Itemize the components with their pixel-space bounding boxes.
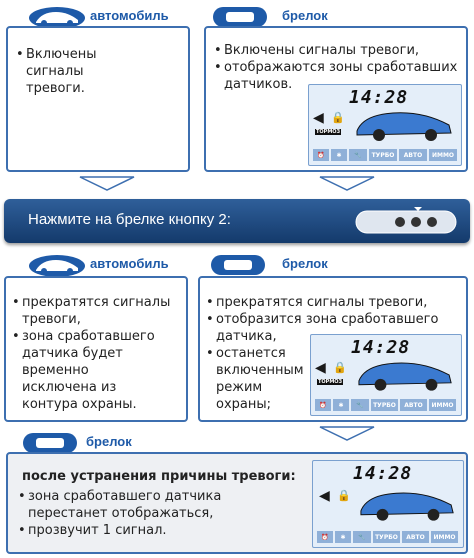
- car-step2-line: временно: [22, 363, 89, 378]
- fob-step2-line: прекратятся сигналы тревоги,: [216, 295, 428, 310]
- fob-label: брелок: [282, 7, 328, 23]
- fan-icon: ✱: [335, 531, 351, 543]
- down-arrow: [318, 426, 376, 447]
- car-display-icon: [357, 485, 459, 528]
- turbo-indicator: ТУРБО: [369, 149, 397, 161]
- down-arrow: [318, 176, 376, 197]
- car-step2-line: прекратятся сигналы: [22, 295, 171, 310]
- alarm-clock-icon: ⏰: [317, 531, 333, 543]
- step3-heading: после устранения причины тревоги:: [22, 469, 296, 484]
- car-label: автомобиль: [90, 7, 169, 23]
- car-label: автомобиль: [90, 255, 169, 271]
- fob-display: [308, 84, 462, 166]
- car-step2-line: зона сработавшего: [22, 329, 155, 344]
- immo-indicator: ИММО: [429, 399, 456, 411]
- alarm-clock-icon: ⏰: [313, 149, 329, 161]
- fob-step2-line: включенным: [216, 363, 304, 378]
- fob-label: брелок: [282, 255, 328, 271]
- fob-step2-line: датчика,: [216, 329, 277, 344]
- immo-indicator: ИММО: [429, 149, 457, 161]
- auto-indicator: АВТО: [399, 149, 427, 161]
- car-step1-line: тревоги.: [26, 81, 85, 96]
- fob-step1-line: датчиков.: [224, 77, 293, 92]
- lcd-icon-row: [317, 531, 458, 543]
- car-panel-step1: • Включены сигналы тревоги.: [6, 26, 190, 172]
- siren-icon: ◀: [315, 359, 326, 375]
- car-display-icon: [353, 105, 457, 148]
- lock-icon: 🔒: [331, 112, 345, 124]
- fob-step1-line: отображаются зоны сработавших: [224, 60, 458, 75]
- siren-icon: ◀: [313, 109, 324, 125]
- alarm-clock-icon: ⏰: [315, 399, 331, 411]
- fob-step3-line: зона сработавшего датчика: [28, 489, 222, 504]
- brake-indicator: ТОРМОЗ: [318, 379, 343, 385]
- fan-icon: ✱: [333, 399, 349, 411]
- car-step1-line: сигналы: [26, 64, 84, 79]
- key-fob-icon: [22, 432, 78, 454]
- fob-panel-step2: • прекратятся сигналы тревоги, • отобразится зона сработавшего датчика, • останется включенным режим охраны; 14:28 ◀ 🔒 ТОРМОЗ ⏰ ✱ 🔧 ТУРБО АВТО ИММО: [198, 276, 468, 422]
- car-icon: [28, 254, 86, 278]
- auto-indicator: АВТО: [400, 399, 427, 411]
- key-fob-icon: [210, 254, 266, 276]
- lcd-time: 14:28: [353, 463, 413, 484]
- banner-text: Нажмите на брелке кнопку 2:: [28, 211, 231, 228]
- car-step2-line: тревоги,: [22, 312, 81, 327]
- auto-indicator: АВТО: [402, 531, 429, 543]
- fob-step3-line: прозвучит 1 сигнал.: [28, 523, 167, 538]
- lcd-icon-row: [313, 149, 457, 161]
- car-step2-line: датчика будет: [22, 346, 123, 361]
- fob-step2-line: отобразится зона сработавшего: [216, 312, 439, 327]
- immo-indicator: ИММО: [431, 531, 458, 543]
- turbo-indicator: ТУРБО: [373, 531, 400, 543]
- lcd-time: 14:28: [349, 87, 409, 108]
- car-display-icon: [355, 355, 457, 398]
- wrench-icon: 🔧: [349, 149, 367, 161]
- siren-icon: ◀: [319, 487, 330, 503]
- fob-step3-line: перестанет отображаться,: [28, 506, 214, 521]
- fob-display: [310, 334, 462, 416]
- fob-step2-line: охраны;: [216, 397, 272, 412]
- fob-panel-step1: • Включены сигналы тревоги, • отображаются зоны сработавших датчиков. 14:28 ◀ 🔒 ТОРМОЗ ⏰ ✱ 🔧 ТУРБО АВТО ИММО: [204, 26, 468, 172]
- lock-icon: 🔒: [337, 490, 351, 502]
- lcd-icon-row: [315, 399, 456, 411]
- fan-icon: ✱: [331, 149, 347, 161]
- turbo-indicator: ТУРБО: [371, 399, 398, 411]
- key-fob-icon: [212, 6, 268, 28]
- fob-step2-line: режим: [216, 380, 263, 395]
- lcd-time: 14:28: [351, 337, 411, 358]
- wrench-icon: 🔧: [351, 399, 369, 411]
- car-step2-line: исключена из: [22, 380, 117, 395]
- brake-indicator: ТОРМОЗ: [316, 129, 341, 135]
- wrench-icon: 🔧: [353, 531, 371, 543]
- lock-icon: 🔒: [333, 362, 347, 374]
- car-step1-line: Включены: [26, 47, 97, 62]
- fob-panel-step3: после устранения причины тревоги: • зона сработавшего датчика перестанет отображаться, • прозвучит 1 сигнал. 14:28 ◀ 🔒 ⏰ ✱ 🔧 ТУРБО АВТО ИММО: [6, 452, 468, 554]
- fob-step1-line: Включены сигналы тревоги,: [224, 43, 420, 58]
- down-arrow: [78, 176, 136, 197]
- instruction-banner: [4, 199, 470, 243]
- key-fob-button-2-icon: [354, 207, 458, 242]
- car-panel-step2: • прекратятся сигналы тревоги, • зона сработавшего датчика будет временно исключена из контура охраны.: [4, 276, 188, 422]
- car-step2-line: контура охраны.: [22, 397, 137, 412]
- fob-step2-line: останется: [216, 346, 286, 361]
- fob-display: [312, 460, 464, 548]
- fob-label: брелок: [86, 433, 132, 449]
